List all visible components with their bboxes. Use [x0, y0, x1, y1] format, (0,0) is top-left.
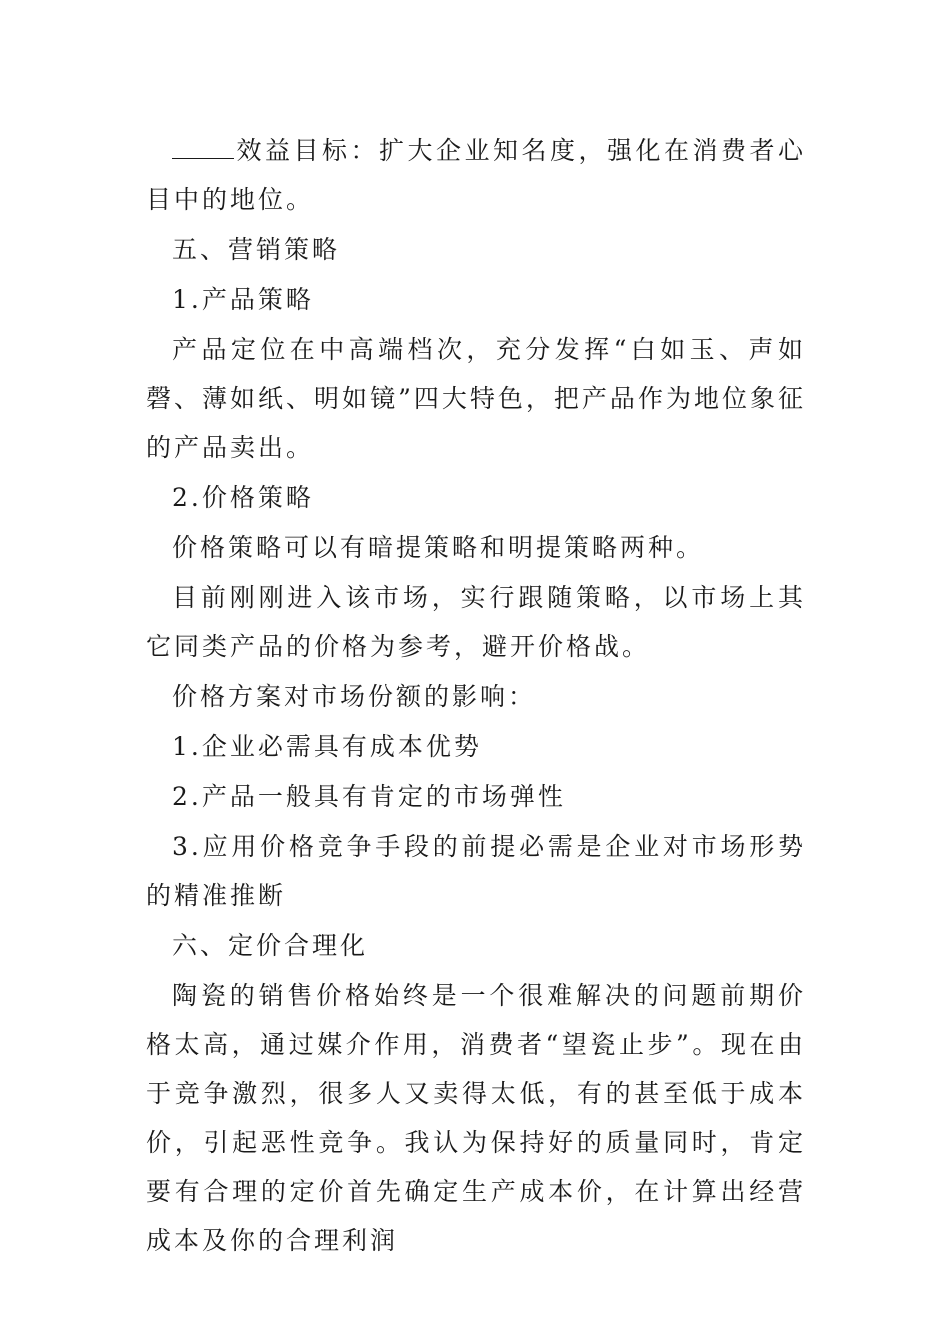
list-item-market-elasticity: 2.产品一般具有肯定的市场弹性	[172, 782, 566, 811]
paragraph-text: 效益目标：扩大企业知名度，强化在消费者心目中的地位。	[146, 136, 806, 214]
paragraph-benefit-goal	[146, 126, 806, 224]
subheading-price-strategy: 2.价格策略	[172, 483, 314, 512]
document-body	[146, 126, 806, 1266]
list-item-market-judgement: 3.应用价格竞争手段的前提必需是企业对市场形势的精准推断	[146, 832, 806, 910]
paragraph-ceramic-pricing: 陶瓷的销售价格始终是一个很难解决的问题前期价格太高，通过媒介作用，消费者“望瓷止步”。现在由于竞争激烈，很多人又卖得太低，有的甚至低于成本价，引起恶性竞争。我认为保持好的质量同时，肯定要有合理的定价首先确定生产成本价，在计算出经营成本及你的合理利润	[146, 981, 806, 1255]
paragraph-price-strategy-types: 价格策略可以有暗提策略和明提策略两种。	[172, 533, 705, 562]
heading-marketing-strategy: 五、营销策略	[172, 235, 341, 264]
paragraph-follow-strategy: 目前刚刚进入该市场，实行跟随策略，以市场上其它同类产品的价格为参考，避开价格战。	[146, 583, 806, 661]
paragraph-price-impact-intro: 价格方案对市场份额的影响：	[172, 682, 537, 711]
paragraph-product-positioning: 产品定位在中高端档次，充分发挥“白如玉、声如磬、薄如纸、明如镜”四大特色，把产品作为地位象征的产品卖出。	[146, 335, 806, 462]
subheading-product-strategy: 1.产品策略	[172, 285, 314, 314]
fill-in-blank	[172, 134, 234, 159]
list-item-cost-advantage: 1.企业必需具有成本优势	[172, 732, 482, 761]
heading-rational-pricing: 六、定价合理化	[172, 931, 369, 960]
